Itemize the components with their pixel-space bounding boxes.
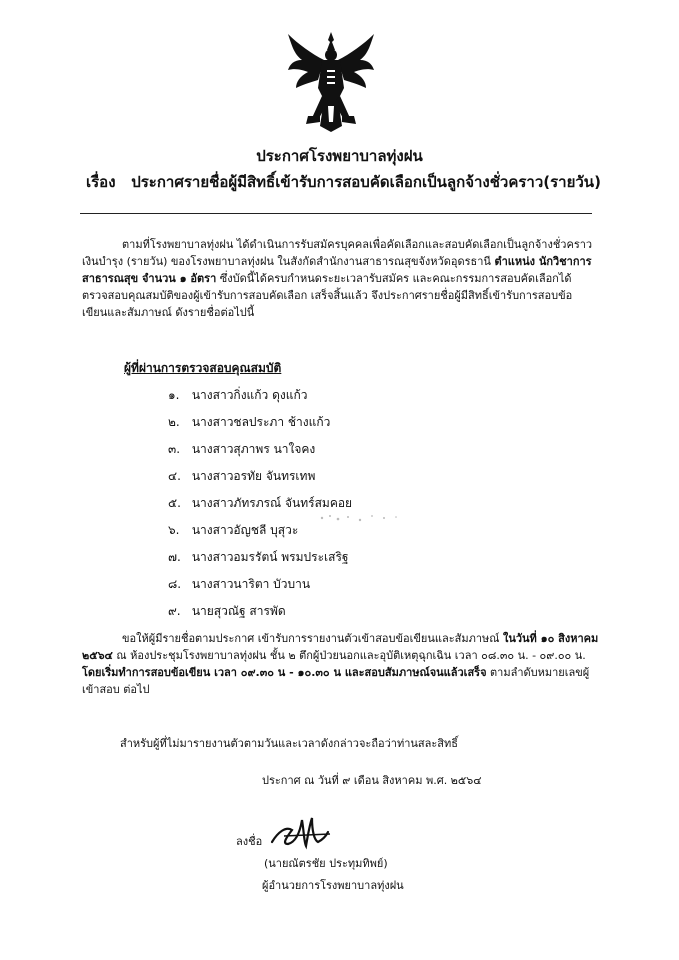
list-item: ๘. นางสาวนาริตา บัวบาน bbox=[168, 577, 311, 591]
schedule-text-1: ขอให้ผู้มีรายชื่อตามประกาศ เข้ารับการรายงานตัวเข้าสอบข้อเขียนและสัมภาษณ์ bbox=[122, 632, 500, 645]
candidate-name: นางสาวอมรรัตน์ พรมประเสริฐ bbox=[191, 550, 349, 564]
list-item: ๙. นายสุวณัฐ สารพัด bbox=[168, 604, 286, 618]
list-item: ๒. นางสาวชลประภา ช้างแก้ว bbox=[168, 415, 331, 429]
announcement-date: ประกาศ ณ วันที่ ๙ เดือน สิงหาคม พ.ศ. ๒๕๖๔ bbox=[262, 774, 482, 787]
list-item: ๗. นางสาวอมรรัตน์ พรมประเสริฐ bbox=[168, 550, 349, 564]
intro-paragraph bbox=[82, 236, 594, 321]
candidate-name: นางสาวนาริตา บัวบาน bbox=[191, 577, 311, 591]
intro-text-2: ซึ่งบัดนี้ได้ครบกำหนดระยะเวลารับสมัคร และคณะกรรมการสอบคัดเลือกได้ตรวจสอบคุณสมบัติของผู้เข้ารับการสอบคัดเลือก เสร็จสิ้นแล้ว จึงประกาศรายชื่อผู้มีสิทธิ์เข้ารับการสอบข้อเขียนและสัมภาษณ์ ดังรายชื่อต่อไปนี้ bbox=[82, 272, 573, 319]
announcement-subject bbox=[86, 172, 606, 192]
schedule-text-3: ตามลำดับหมายเลขผู้เข้าสอบ ต่อไป bbox=[82, 666, 590, 696]
intro-text-1: ตามที่โรงพยาบาลทุ่งฝน ได้ดำเนินการรับสมัครบุคคลเพื่อคัดเลือกและสอบคัดเลือกเป็นลูกจ้างชั่วคราวเงินบำรุง (รายวัน) ของโรงพยาบาลทุ่งฝน ในสังกัดสำนักงานสาธารณสุขจังหวัดอุดรธานี bbox=[82, 238, 593, 268]
candidate-name: นางสาวชลประภา ช้างแก้ว bbox=[191, 415, 331, 429]
intro-position: ตำแหน่ง นักวิชาการสาธารณสุข จำนวน ๑ อัตรา bbox=[82, 255, 592, 285]
candidate-list bbox=[168, 382, 352, 625]
schedule-text-2: ณ ห้องประชุมโรงพยาบาลทุ่งฝน ชั้น ๒ ตึกผู้ป่วยนอกและอุบัติเหตุฉุกเฉิน เวลา ๐๘.๓๐ น. - ๐๙.๐๐ น. bbox=[116, 649, 586, 662]
schedule-paragraph bbox=[82, 630, 602, 698]
candidate-name: นางสาวอรทัย จันทรเทพ bbox=[191, 469, 316, 483]
schedule-exam-time: โดยเริ่มทำการสอบข้อเขียน เวลา ๐๙.๓๐ น - ๑๐.๓๐ น และสอบสัมภาษณ์จนแล้วเสร็จ bbox=[82, 666, 487, 679]
signature-mark-icon bbox=[268, 812, 332, 852]
garuda-emblem-icon bbox=[284, 30, 378, 134]
list-item: ๑. นางสาวกิ่งแก้ว ดุงแก้ว bbox=[168, 388, 308, 402]
subject-text: ประกาศรายชื่อผู้มีสิทธิ์เข้ารับการสอบคัดเลือกเป็นลูกจ้างชั่วคราว(รายวัน) bbox=[131, 173, 601, 191]
signatory-position: ผู้อำนวยการโรงพยาบาลทุ่งฝน bbox=[262, 879, 404, 892]
candidate-name: นางสาวกิ่งแก้ว ดุงแก้ว bbox=[191, 388, 308, 402]
candidate-name: นายสุวณัฐ สารพัด bbox=[191, 604, 286, 618]
signature-label: ลงชื่อ bbox=[236, 835, 263, 848]
list-item: ๖. นางสาวอัญชลี บุสุวะ bbox=[168, 523, 299, 537]
scan-smudge-icon bbox=[314, 508, 404, 528]
announcement-title: ประกาศโรงพยาบาลทุ่งฝน bbox=[256, 147, 423, 165]
signatory-name: (นายณัตรชัย ประทุมทิพย์) bbox=[264, 857, 388, 870]
closing-note: สำหรับผู้ที่ไม่มารายงานตัวตามวันและเวลาดังกล่าวจะถือว่าท่านสละสิทธิ์ bbox=[120, 737, 458, 750]
schedule-date: ในวันที่ ๑๐ สิงหาคม ๒๕๖๔ bbox=[82, 632, 599, 662]
list-item: ๕. นางสาวภัทรภรณ์ จันทร์สมคอย bbox=[168, 496, 353, 510]
subject-label: เรื่อง bbox=[86, 173, 116, 191]
candidate-name: นางสาวอัญชลี บุสุวะ bbox=[191, 523, 299, 537]
candidate-name: นางสาวภัทรภรณ์ จันทร์สมคอย bbox=[191, 496, 353, 510]
title-divider bbox=[80, 213, 592, 214]
qualified-list-heading: ผู้ที่ผ่านการตรวจสอบคุณสมบัติ bbox=[124, 361, 282, 375]
list-item: ๓. นางสาวสุภาพร นาใจคง bbox=[168, 442, 316, 456]
candidate-name: นางสาวสุภาพร นาใจคง bbox=[191, 442, 316, 456]
list-item: ๔. นางสาวอรทัย จันทรเทพ bbox=[168, 469, 316, 483]
